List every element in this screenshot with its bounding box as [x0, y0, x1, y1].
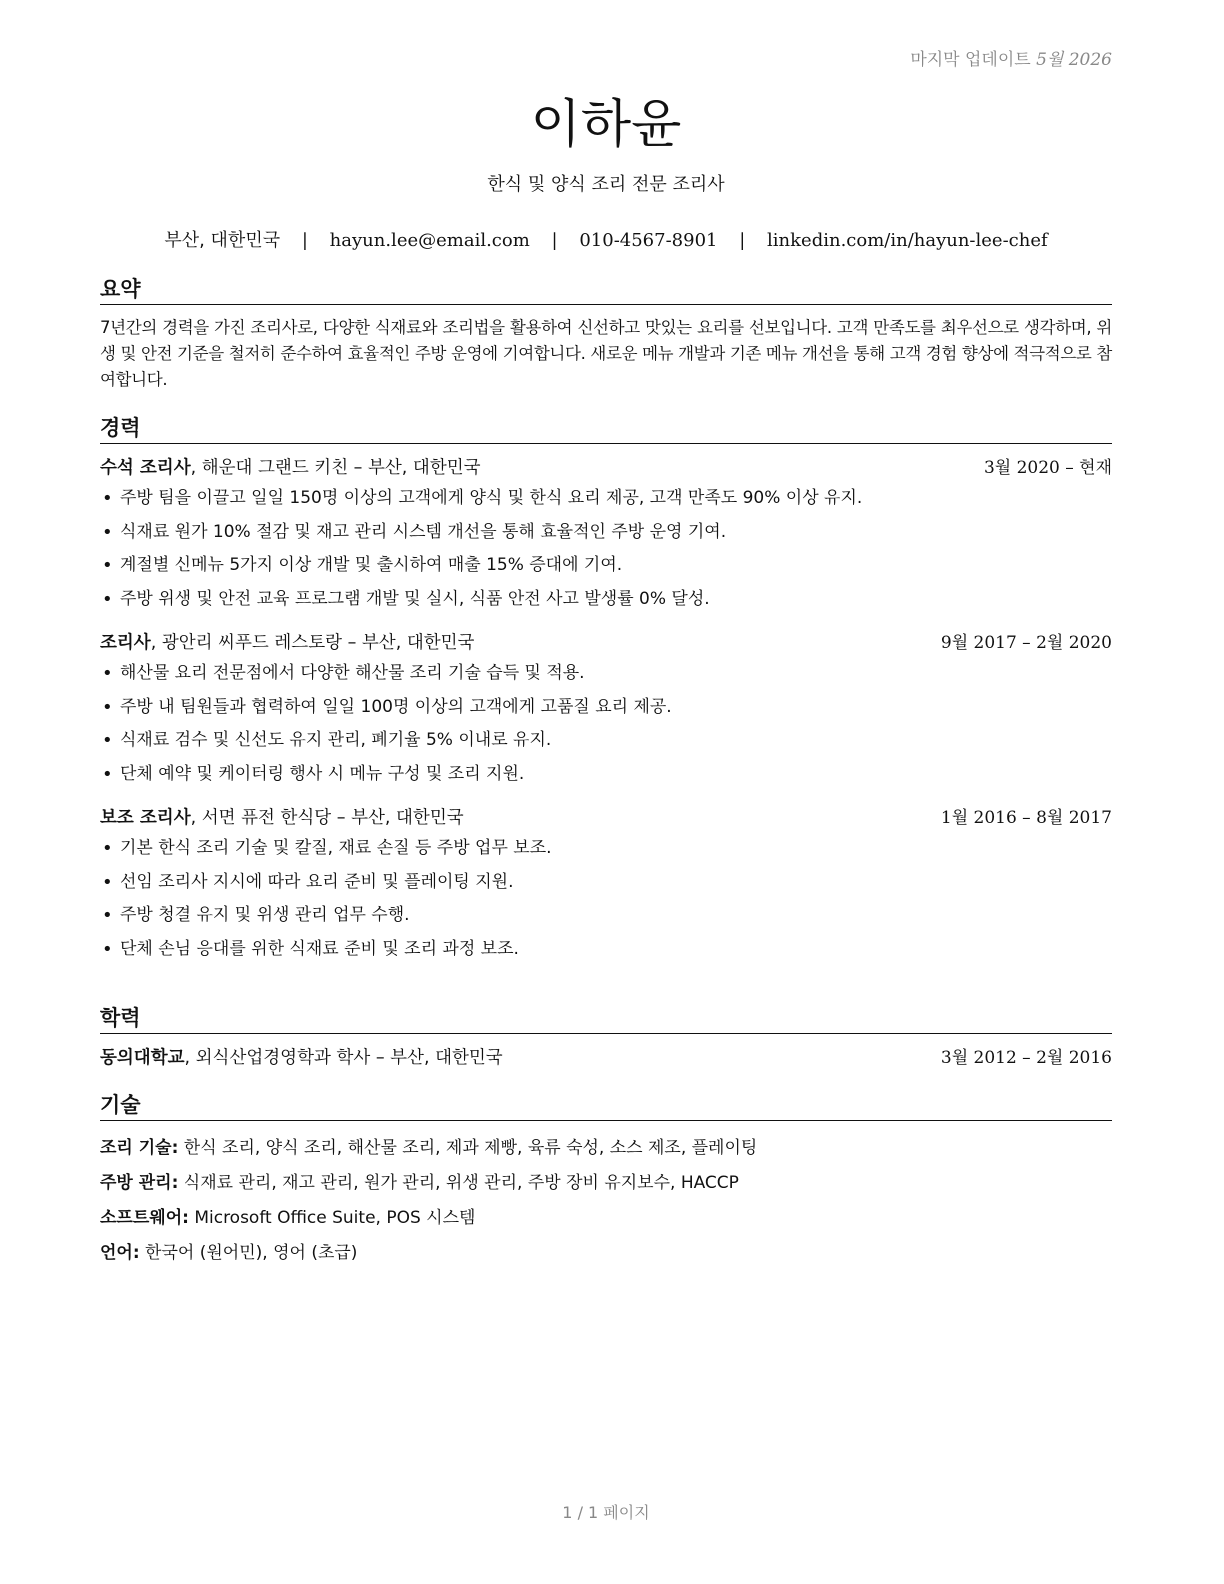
job-role: 조리사 — [100, 633, 151, 653]
skills-section — [100, 1092, 1112, 1271]
skill-label: 조리 기술: — [100, 1138, 179, 1158]
job-bullet: • 주방 청결 유지 및 위생 관리 업무 수행. — [100, 899, 1112, 933]
education-date: 3월 2012 – 2월 2016 — [940, 1048, 1112, 1068]
last-updated-month: 5월 — [1036, 50, 1064, 70]
contact-line — [100, 226, 1112, 252]
contact-separator: | — [739, 230, 746, 251]
education-school: 동의대학교 — [100, 1048, 185, 1068]
resume-page — [100, 0, 1112, 1584]
skill-value: 한국어 (원어민), 영어 (초급) — [139, 1243, 358, 1263]
job-date: 1월 2016 – 8월 2017 — [940, 808, 1112, 828]
job-place: , 광안리 씨푸드 레스토랑 – 부산, 대한민국 — [150, 633, 475, 653]
job-bullets — [100, 657, 1112, 791]
job-bullet: • 식재료 검수 및 신선도 유지 관리, 폐기율 5% 이내로 유지. — [100, 724, 1112, 758]
contact-location: 부산, 대한민국 — [164, 230, 281, 251]
experience-section — [100, 415, 1112, 979]
skill-value: Microsoft Office Suite, POS 시스템 — [188, 1208, 476, 1228]
job-entry — [100, 804, 1112, 966]
job-header — [100, 804, 1112, 832]
job-header — [100, 629, 1112, 657]
skill-label: 주방 관리: — [100, 1173, 179, 1193]
section-title-experience: 경력 — [100, 415, 1112, 444]
job-bullet: • 해산물 요리 전문점에서 다양한 해산물 조리 기술 습득 및 적용. — [100, 657, 1112, 691]
person-name: 이하윤 — [530, 95, 682, 155]
job-bullet: • 단체 예약 및 케이터링 행사 시 메뉴 구성 및 조리 지원. — [100, 758, 1112, 792]
section-title-education: 학력 — [100, 1005, 1112, 1034]
skill-label: 언어: — [100, 1243, 140, 1263]
job-bullet: • 주방 위생 및 안전 교육 프로그램 개발 및 실시, 식품 안전 사고 발생률 0% 달성. — [100, 583, 1112, 617]
page-number: 1 / 1 페이지 — [562, 1503, 650, 1522]
skill-row — [100, 1131, 1112, 1166]
job-bullets — [100, 832, 1112, 966]
job-bullet: • 선임 조리사 지시에 따라 요리 준비 및 플레이팅 지원. — [100, 866, 1112, 900]
last-updated-year: 2026 — [1068, 50, 1112, 70]
job-bullet: • 단체 손님 응대를 위한 식재료 준비 및 조리 과정 보조. — [100, 933, 1112, 967]
job-bullet: • 식재료 원가 10% 절감 및 재고 관리 시스템 개선을 통해 효율적인 주방 운영 기여. — [100, 516, 1112, 550]
job-title: 한식 및 양식 조리 전문 조리사 — [487, 174, 725, 195]
skill-row — [100, 1236, 1112, 1271]
contact-phone: 010-4567-8901 — [579, 230, 718, 251]
job-role: 수석 조리사 — [100, 458, 191, 478]
job-role: 보조 조리사 — [100, 808, 191, 828]
section-title-skills: 기술 — [100, 1092, 1112, 1121]
skill-label: 소프트웨어: — [100, 1208, 189, 1228]
job-bullet: • 기본 한식 조리 기술 및 칼질, 재료 손질 등 주방 업무 보조. — [100, 832, 1112, 866]
job-header — [100, 454, 1112, 482]
job-bullet: • 주방 내 팀원들과 협력하여 일일 100명 이상의 고객에게 고품질 요리 제공. — [100, 691, 1112, 725]
job-date: 9월 2017 – 2월 2020 — [940, 633, 1112, 653]
skill-value: 한식 조리, 양식 조리, 해산물 조리, 제과 제빵, 육류 숙성, 소스 제조, 플레이팅 — [178, 1138, 758, 1158]
education-entry — [100, 1044, 1112, 1072]
education-section — [100, 1005, 1112, 1072]
job-place: , 해운대 그랜드 키친 – 부산, 대한민국 — [190, 458, 481, 478]
section-title-summary: 요약 — [100, 276, 1112, 305]
last-updated-label: 마지막 업데이트 — [910, 50, 1031, 70]
job-bullet: • 계절별 신메뉴 5가지 이상 개발 및 출시하여 매출 15% 증대에 기여. — [100, 549, 1112, 583]
summary-section — [100, 276, 1112, 393]
summary-text: 7년간의 경력을 가진 조리사로, 다양한 식재료와 조리법을 활용하여 신선하고 맛있는 요리를 선보입니다. 고객 만족도를 최우선으로 생각하며, 위생 및 안전 기준을 철저히 준수하여 효율적인 주방 운영에 기여합니다. 새로운 메뉴 개발과 기존 메뉴 개선을 통해 고객 경험 향상에 적극적으로 참여합니다. — [100, 318, 1112, 389]
job-bullet: • 주방 팀을 이끌고 일일 150명 이상의 고객에게 양식 및 한식 요리 제공, 고객 만족도 90% 이상 유지. — [100, 482, 1112, 516]
contact-linkedin[interactable]: linkedin.com/in/hayun-lee-chef — [767, 230, 1048, 251]
contact-separator: | — [301, 230, 308, 251]
job-bullets — [100, 482, 1112, 616]
job-date: 3월 2020 – 현재 — [983, 458, 1112, 478]
job-entry — [100, 454, 1112, 616]
skill-row — [100, 1201, 1112, 1236]
education-detail: , 외식산업경영학과 학사 – 부산, 대한민국 — [184, 1048, 503, 1068]
job-place: , 서면 퓨전 한식당 – 부산, 대한민국 — [190, 808, 464, 828]
skill-value: 식재료 관리, 재고 관리, 원가 관리, 위생 관리, 주방 장비 유지보수, HACCP — [178, 1173, 739, 1193]
job-entry — [100, 629, 1112, 791]
last-updated — [910, 45, 1112, 70]
contact-separator: | — [551, 230, 558, 251]
skill-row — [100, 1166, 1112, 1201]
contact-email[interactable]: hayun.lee@email.com — [329, 230, 530, 251]
